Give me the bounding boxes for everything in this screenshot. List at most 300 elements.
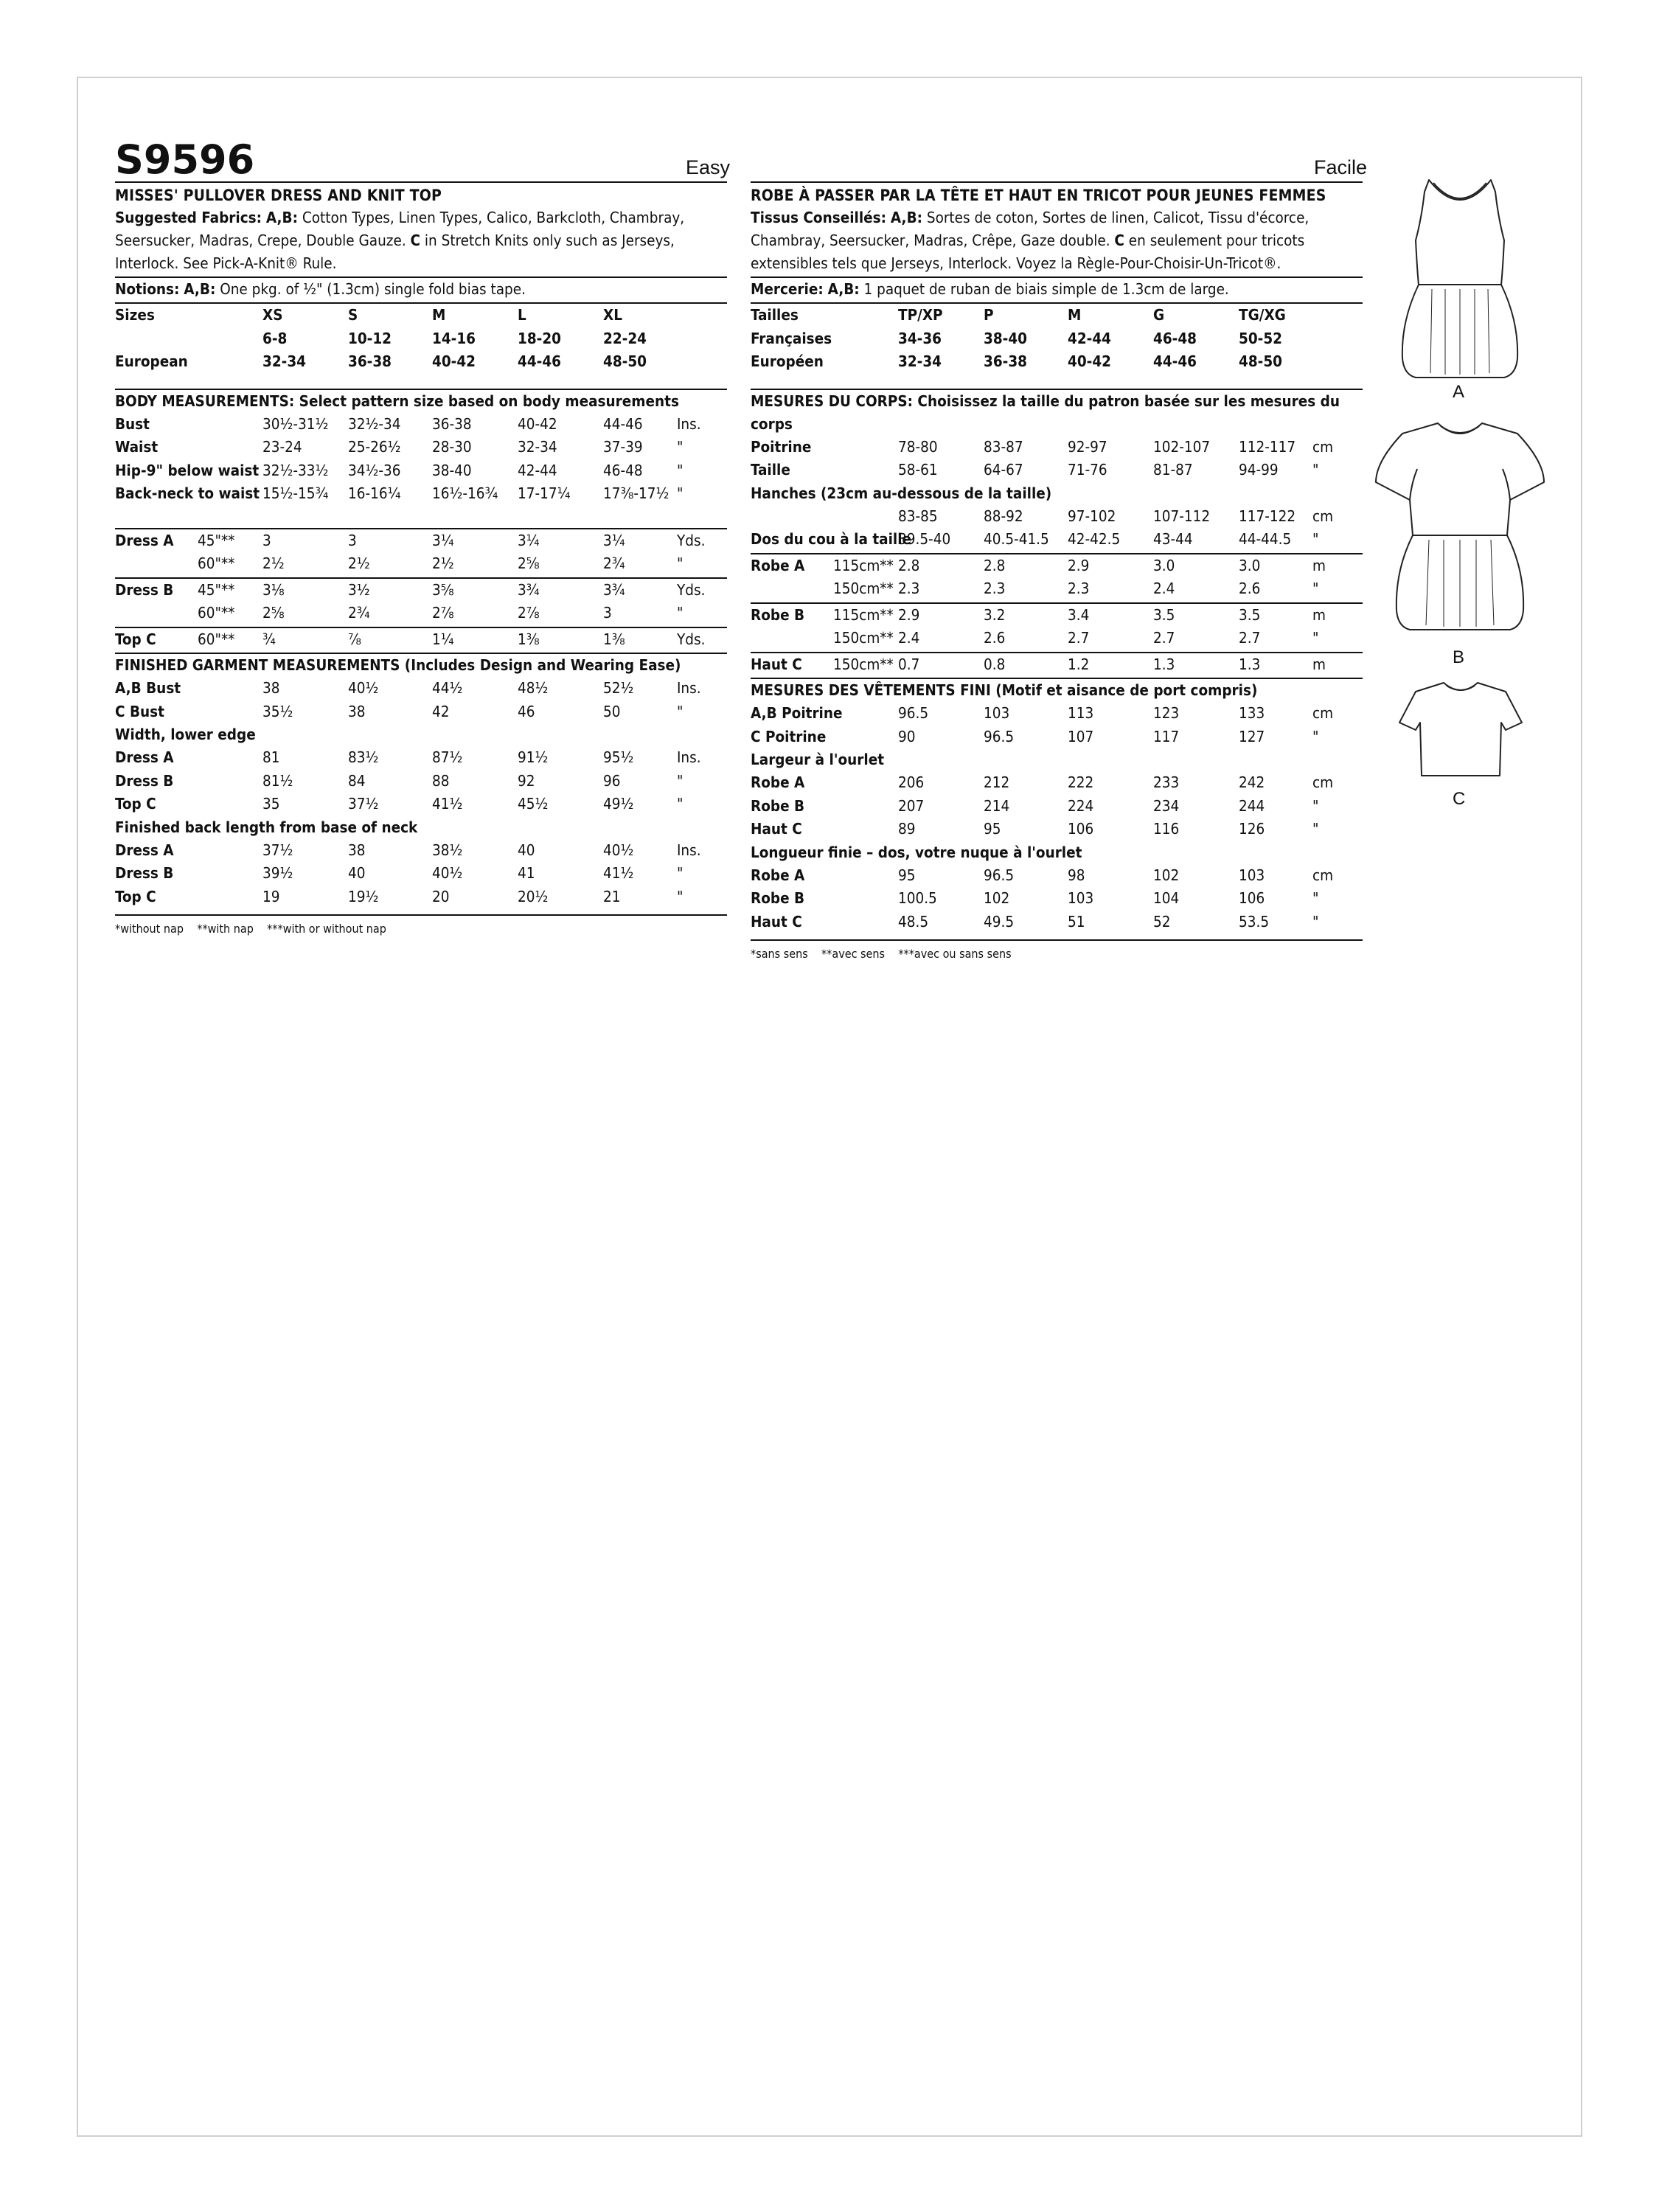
header-spacer <box>115 136 727 183</box>
row-cell: 19 <box>262 887 280 905</box>
row-cell: 38 <box>348 702 366 720</box>
row-cell: 87½ <box>432 748 463 766</box>
yardage-cell: 2.8 <box>898 556 920 574</box>
size-cell: 32-34 <box>262 352 306 370</box>
spacer <box>751 374 1363 389</box>
row-label: Top C <box>115 887 156 905</box>
header-spacer <box>751 140 1363 181</box>
garment-title: MISSES' PULLOVER DRESS AND KNIT TOP <box>115 187 442 204</box>
row-cell: " <box>677 461 684 479</box>
yardage-cell: 2.7 <box>1068 629 1090 647</box>
yardage-cell: 3⅛ <box>262 580 285 599</box>
size-label: Tailles <box>751 306 799 324</box>
row-cell: 81½ <box>262 771 293 790</box>
size-label: Françaises <box>751 329 832 347</box>
garment-name: Dress A <box>115 531 174 549</box>
row-cell: 51 <box>1068 912 1085 931</box>
row-cell: 98 <box>1068 866 1085 884</box>
divider <box>115 181 727 183</box>
size-cell: 44-46 <box>518 352 561 370</box>
row-cell: 102-107 <box>1153 437 1211 456</box>
yardage-cell: Yds. <box>677 531 706 549</box>
size-cell: M <box>1068 306 1082 324</box>
yardage-row <box>115 602 727 625</box>
size-label: Européen <box>751 352 824 370</box>
spacer <box>115 506 727 526</box>
yardage-cell: " <box>677 604 684 622</box>
row-label: Waist <box>115 438 159 456</box>
row-cell: 25-26½ <box>348 438 401 456</box>
table-row <box>115 459 727 483</box>
row-cell: 17-17¼ <box>518 484 571 502</box>
french-column <box>751 140 1363 963</box>
row-cell: 38 <box>348 841 366 859</box>
sketch-label-b: B <box>1453 647 1465 667</box>
fabric-width: 45"** <box>198 580 235 599</box>
yardage-cell: 1¼ <box>432 630 454 648</box>
yardage-cell: 2.7 <box>1153 629 1175 647</box>
yardage-cell: 3¼ <box>603 531 625 549</box>
fabrics-text-c: en seulement pour tricots extensibles tels que Jerseys, Interlock. Voyez la Règle-Pour-Choisir-Un-Tricot®. <box>751 232 1305 272</box>
row-cell: 40 <box>348 864 366 882</box>
row-cell: " <box>1312 461 1319 479</box>
yardage-row <box>115 529 727 553</box>
size-row <box>115 304 727 327</box>
difficulty-level-fr: Facile <box>1314 156 1368 178</box>
size-cell: TG/XG <box>1239 306 1286 324</box>
row-cell: 40½ <box>348 679 379 697</box>
row-cell: 42-42.5 <box>1068 530 1121 548</box>
row-cell: 37-39 <box>603 438 643 456</box>
row-cell: 23-24 <box>262 438 302 456</box>
yardage-cell: 3.0 <box>1239 556 1261 574</box>
yardage-cell: 2.6 <box>984 629 1006 647</box>
row-cell: 52 <box>1153 912 1171 931</box>
row-cell: 45½ <box>518 795 549 813</box>
yardage-cell: 3¼ <box>432 531 454 549</box>
row-cell: 19½ <box>348 887 379 905</box>
size-cell: 38-40 <box>984 329 1027 347</box>
row-cell: 39.5-40 <box>898 530 951 548</box>
yardage-cell: 1⅜ <box>603 630 625 648</box>
row-label: Haut C <box>751 912 802 931</box>
row-cell: " <box>677 887 684 905</box>
yardage-row <box>115 552 727 576</box>
row-cell: 88 <box>432 771 450 790</box>
size-cell: 40-42 <box>1068 352 1111 370</box>
row-cell: 40½ <box>603 841 634 859</box>
hips-label: Hanches (23cm au-dessous de la taille) <box>751 484 1052 502</box>
size-row <box>115 327 727 351</box>
row-label: Dos du cou à la taille <box>751 530 912 548</box>
dress-b-drawing <box>1373 417 1547 639</box>
english-column <box>115 136 727 938</box>
divider <box>115 914 727 916</box>
size-cell: 34-36 <box>898 329 942 347</box>
yardage-cell: 2.9 <box>898 605 920 624</box>
notions-text: 1 paquet de ruban de biais simple de 1.3cm de large. <box>859 280 1229 298</box>
size-cell: L <box>518 306 526 324</box>
size-row <box>115 350 727 374</box>
yardage-cell: 2.4 <box>898 629 920 647</box>
row-cell: 35 <box>262 795 280 813</box>
size-label: Sizes <box>115 306 155 324</box>
pattern-number: S9596 <box>115 136 255 183</box>
row-cell: 88-92 <box>984 507 1023 525</box>
yardage-row <box>751 604 1363 627</box>
row-label: Dress A <box>115 841 174 859</box>
finished-title <box>751 679 1363 702</box>
yardage-cell: 2⅞ <box>432 604 454 622</box>
row-cell: 71-76 <box>1068 461 1107 479</box>
row-cell: 46 <box>518 702 535 720</box>
row-label: Dress A <box>115 748 174 766</box>
notions-label: Notions: <box>115 280 180 298</box>
row-label: Robe B <box>751 889 805 907</box>
yardage-cell: 2½ <box>348 554 370 572</box>
row-cell: " <box>1312 820 1319 838</box>
notions <box>115 278 727 301</box>
row-label: A,B Poitrine <box>751 704 843 722</box>
fabrics-text-c: in Stretch Knits only such as Jerseys, Interlock. See Pick-A-Knit® Rule. <box>115 232 675 272</box>
table-row <box>115 413 727 437</box>
row-cell: 46-48 <box>603 461 643 479</box>
row-cell: 40.5-41.5 <box>984 530 1049 548</box>
row-cell: 224 <box>1068 796 1094 815</box>
yardage-cell: 0.8 <box>984 655 1006 673</box>
table-row <box>751 795 1363 818</box>
table-row <box>115 700 727 724</box>
garment-name: Robe B <box>751 605 805 624</box>
row-cell: " <box>677 702 684 720</box>
row-cell: 36-38 <box>432 414 472 433</box>
yardage-row <box>751 577 1363 601</box>
row-cell: 38-40 <box>432 461 472 479</box>
body-subtitle: Choisissez la taille du patron basée sur les mesures du corps <box>751 392 1340 433</box>
notions-views: A,B: <box>184 280 216 298</box>
size-cell: 36-38 <box>984 352 1027 370</box>
fabric-width: 60"** <box>198 630 235 648</box>
table-row <box>751 771 1363 795</box>
size-cell: 10-12 <box>348 329 392 347</box>
row-cell: 64-67 <box>984 461 1023 479</box>
yardage-cell: " <box>1312 580 1319 597</box>
yardage-cell: 1.2 <box>1068 655 1090 673</box>
row-cell: Ins. <box>677 748 701 766</box>
row-cell: 242 <box>1239 773 1265 791</box>
sketch-top-c <box>1398 678 1523 782</box>
yardage-cell: 2.9 <box>1068 556 1090 574</box>
row-cell: 107 <box>1068 727 1094 745</box>
row-cell: 44½ <box>432 679 463 697</box>
yardage-cell: 2⅝ <box>262 604 285 622</box>
difficulty-level-en: Easy <box>686 156 731 178</box>
size-cell: 22-24 <box>603 329 647 347</box>
fabric-width: 60"** <box>198 604 235 622</box>
table-row <box>115 746 727 770</box>
row-cell: 102 <box>1153 866 1180 884</box>
yardage-cell: " <box>1312 629 1319 647</box>
fabrics-label: Tissus Conseillés: <box>751 209 887 226</box>
size-cell: 36-38 <box>348 352 392 370</box>
fabric-width: 115cm** <box>833 605 894 624</box>
row-cell: 214 <box>984 796 1010 815</box>
row-cell: 206 <box>898 773 925 791</box>
row-cell: 117 <box>1153 727 1180 745</box>
size-cell: 48-50 <box>1239 352 1282 370</box>
yardage-row <box>751 627 1363 650</box>
row-cell: 234 <box>1153 796 1180 815</box>
yardage-cell: m <box>1312 556 1326 574</box>
row-cell: 40-42 <box>518 414 557 433</box>
row-cell: 50 <box>603 702 621 720</box>
row-cell: 96.5 <box>898 704 929 722</box>
row-cell: 40½ <box>432 864 463 882</box>
dress-a-drawing <box>1386 174 1534 388</box>
table-row <box>751 528 1363 552</box>
yardage-cell: 3.2 <box>984 605 1006 624</box>
body-measurements-title <box>115 390 727 413</box>
row-cell: 37½ <box>262 841 293 859</box>
row-cell: 244 <box>1239 796 1265 815</box>
row-cell: 126 <box>1239 820 1265 838</box>
fabrics-views: A,B: <box>890 209 922 226</box>
spacer <box>115 374 727 389</box>
row-cell: 83-85 <box>898 507 938 525</box>
row-label: Hip-9" below waist <box>115 461 260 479</box>
table-row <box>115 839 727 863</box>
row-cell: 49.5 <box>984 912 1015 931</box>
row-cell: " <box>1312 912 1319 931</box>
size-row <box>751 327 1363 351</box>
row-cell: 44-46 <box>603 414 643 433</box>
yardage-cell: m <box>1312 605 1326 624</box>
row-cell: cm <box>1312 437 1334 456</box>
size-cell: 18-20 <box>518 329 561 347</box>
row-cell: " <box>1312 530 1319 548</box>
row-cell: 107-112 <box>1153 507 1211 525</box>
size-cell: XS <box>262 306 283 324</box>
table-row <box>751 818 1363 841</box>
yardage-cell: 3½ <box>348 580 370 599</box>
row-cell: 90 <box>898 727 916 745</box>
row-cell: " <box>677 438 684 456</box>
yardage-cell: 3 <box>262 531 271 549</box>
row-cell: " <box>677 771 684 790</box>
row-cell: 21 <box>603 887 621 905</box>
row-cell: 81 <box>262 748 280 766</box>
top-c-drawing <box>1398 678 1523 782</box>
yardage-cell: ¾ <box>262 630 276 648</box>
row-cell: 41½ <box>432 795 463 813</box>
garment-name: Haut C <box>751 655 802 673</box>
yardage-cell: ⅞ <box>348 630 361 648</box>
row-cell: 106 <box>1239 889 1265 907</box>
row-cell: 104 <box>1153 889 1180 907</box>
fabric-width: 45"** <box>198 531 235 549</box>
row-cell: 20½ <box>518 887 549 905</box>
notions-label: Mercerie: <box>751 280 824 298</box>
row-cell: 207 <box>898 796 925 815</box>
row-cell: 32½-34 <box>348 414 401 433</box>
yardage-cell: 3¼ <box>518 531 540 549</box>
row-cell: " <box>677 795 684 813</box>
body-measurements-title <box>751 390 1363 436</box>
row-label: Dress B <box>115 771 174 790</box>
row-cell: 112-117 <box>1239 437 1296 456</box>
yardage-cell: 2⅝ <box>518 554 540 572</box>
table-row <box>115 886 727 909</box>
row-label: Taille <box>751 461 790 479</box>
size-cell: 40-42 <box>432 352 476 370</box>
row-label: Robe A <box>751 773 805 791</box>
finished-heading: FINISHED GARMENT MEASUREMENTS <box>115 656 400 674</box>
yardage-cell: 1.3 <box>1153 655 1175 673</box>
row-cell: 43-44 <box>1153 530 1193 548</box>
row-cell: 100.5 <box>898 889 937 907</box>
row-cell: 81-87 <box>1153 461 1193 479</box>
length-title: Finished back length from base of neck <box>115 818 418 836</box>
divider <box>751 939 1363 941</box>
size-cell: 48-50 <box>603 352 647 370</box>
row-cell: 106 <box>1068 820 1094 838</box>
row-cell: " <box>1312 727 1319 745</box>
finished-heading: MESURES DES VÊTEMENTS FINI <box>751 681 991 699</box>
garment-name: Top C <box>115 630 156 648</box>
size-cell: XL <box>603 306 622 324</box>
table-row <box>751 911 1363 934</box>
row-cell: Ins. <box>677 841 701 859</box>
sketch-dress-b <box>1373 417 1547 639</box>
row-cell: 233 <box>1153 773 1180 791</box>
footnote: *without nap **with nap ***with or without nap <box>115 922 386 936</box>
row-cell: Ins. <box>677 679 701 697</box>
yardage-cell: 3.0 <box>1153 556 1175 574</box>
row-cell: 30½-31½ <box>262 414 329 433</box>
row-cell: 16-16¼ <box>348 484 401 502</box>
finished-subheading: (Motif et aisance de port compris) <box>990 681 1258 699</box>
row-cell: 94-99 <box>1239 461 1279 479</box>
table-row <box>115 793 727 816</box>
row-cell: cm <box>1312 866 1334 884</box>
row-cell: 96.5 <box>984 866 1015 884</box>
row-cell: 78-80 <box>898 437 938 456</box>
size-cell: 44-46 <box>1153 352 1197 370</box>
row-cell: 58-61 <box>898 461 938 479</box>
fabric-width: 150cm** <box>833 580 894 597</box>
row-cell: 38 <box>262 679 280 697</box>
size-cell: 42-44 <box>1068 329 1111 347</box>
body-subtitle: Select pattern size based on body measurements <box>294 392 679 410</box>
row-cell: 84 <box>348 771 366 790</box>
table-row <box>115 677 727 700</box>
row-cell: 38½ <box>432 841 463 859</box>
size-cell: S <box>348 306 358 324</box>
table-row <box>751 702 1363 726</box>
yardage-cell: 3.5 <box>1153 605 1175 624</box>
fabric-width: 150cm** <box>833 655 894 673</box>
row-cell: 222 <box>1068 773 1094 791</box>
finished-subheading: (Includes Design and Wearing Ease) <box>400 656 681 674</box>
body-title: BODY MEASUREMENTS: <box>115 392 295 410</box>
size-row <box>751 304 1363 327</box>
length-title: Longueur finie – dos, votre nuque à l'ourlet <box>751 843 1082 861</box>
row-label: Haut C <box>751 820 802 838</box>
fabric-width: 115cm** <box>833 556 894 574</box>
yardage-cell: 2¾ <box>603 554 625 572</box>
notions <box>751 278 1363 301</box>
row-cell: 32-34 <box>518 438 557 456</box>
row-label: Robe B <box>751 796 805 815</box>
garment-name: Dress B <box>115 580 174 599</box>
row-cell: 32½-33½ <box>262 461 329 479</box>
yardage-cell: 3⅝ <box>432 580 454 599</box>
row-cell: cm <box>1312 773 1334 791</box>
sketch-label-a: A <box>1453 382 1465 402</box>
yardage-cell: 2.4 <box>1153 580 1175 597</box>
row-label: Bust <box>115 414 150 433</box>
width-title: Width, lower edge <box>115 726 256 743</box>
table-row <box>751 726 1363 749</box>
yardage-cell: 3¾ <box>518 580 540 599</box>
row-label: Top C <box>115 795 156 813</box>
yardage-row <box>751 653 1363 677</box>
row-cell: 20 <box>432 887 450 905</box>
row-cell: " <box>1312 889 1319 907</box>
size-cell: 6-8 <box>262 329 288 347</box>
size-cell: TP/XP <box>898 306 943 324</box>
row-cell: 95 <box>984 820 1001 838</box>
row-cell: 95 <box>898 866 916 884</box>
fabric-width: 60"** <box>198 554 235 572</box>
row-cell: 97-102 <box>1068 507 1116 525</box>
yardage-cell: 3.4 <box>1068 605 1090 624</box>
row-cell: 103 <box>1068 889 1094 907</box>
row-label: C Bust <box>115 702 164 720</box>
notions-views: A,B: <box>827 280 860 298</box>
fabrics-view-c: C <box>1114 232 1124 249</box>
row-label: A,B Bust <box>115 679 181 697</box>
row-cell: cm <box>1312 704 1334 722</box>
yardage-row <box>115 579 727 602</box>
divider <box>751 181 1363 183</box>
sketch-label-c: C <box>1453 789 1466 809</box>
yardage-cell: 2.8 <box>984 556 1006 574</box>
yardage-cell: Yds. <box>677 630 706 648</box>
row-cell: 103 <box>984 704 1010 722</box>
row-cell: 39½ <box>262 864 293 882</box>
table-row <box>115 482 727 506</box>
row-cell: 96 <box>603 771 621 790</box>
row-cell: 41 <box>518 864 535 882</box>
yardage-cell: 1.3 <box>1239 655 1261 673</box>
table-row <box>115 770 727 793</box>
yardage-cell: 0.7 <box>898 655 920 673</box>
fabrics-text: Sortes de coton, Sortes de linen, Calicot, Tissu d'écorce, Chambray, Seersucker, Madras, Crêpe, Gaze double. <box>751 209 1310 249</box>
row-cell: 28-30 <box>432 438 472 456</box>
row-cell: 212 <box>984 773 1010 791</box>
fabrics-label: Suggested Fabrics: <box>115 209 262 226</box>
row-cell: 92 <box>518 771 535 790</box>
row-cell: 34½-36 <box>348 461 401 479</box>
row-cell: " <box>677 864 684 882</box>
row-cell: 92-97 <box>1068 437 1107 456</box>
row-cell: 103 <box>1239 866 1265 884</box>
row-cell: Ins. <box>677 414 701 433</box>
yardage-cell: 2.3 <box>898 580 920 597</box>
row-cell: 83-87 <box>984 437 1023 456</box>
suggested-fabrics <box>115 206 727 275</box>
